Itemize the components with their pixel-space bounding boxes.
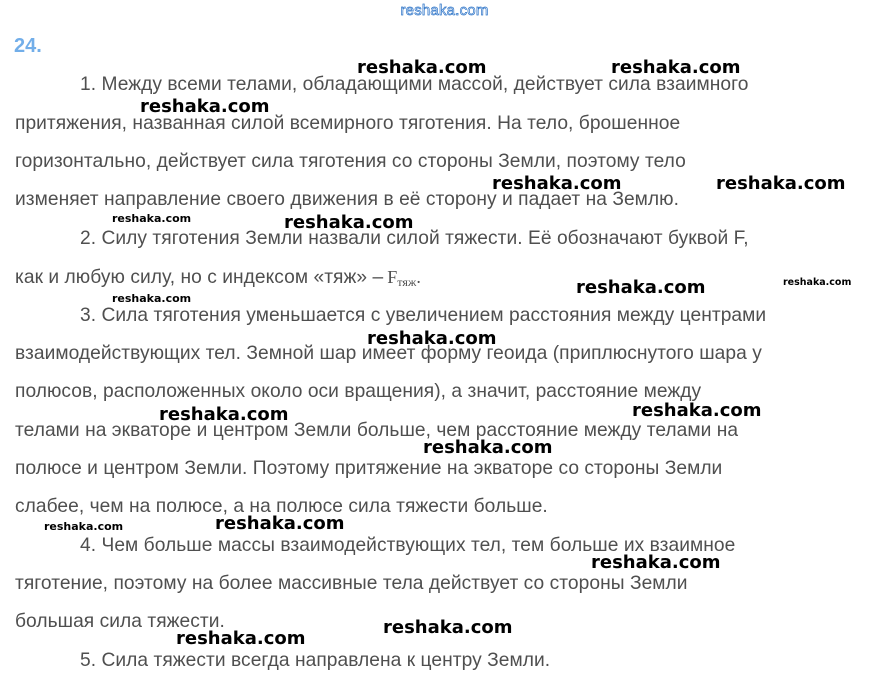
watermark: reshaka.com (176, 628, 306, 649)
paragraph-3-line-4: телами на экваторе и центром Земли больше, чем расстояние между телами на (15, 420, 739, 441)
paragraph-2-line-1: 2. Силу тяготения Земли назвали силой тяжести. Её обозначают буквой F, (80, 228, 749, 249)
watermark: reshaka.com (632, 400, 762, 421)
watermark: reshaka.com (783, 277, 852, 288)
watermark: reshaka.com (44, 520, 124, 533)
watermark: reshaka.com (159, 404, 289, 425)
watermark: reshaka.com (383, 617, 513, 638)
watermark: reshaka.com (284, 212, 414, 233)
paragraph-1-line-3: горизонтально, действует сила тяготения со стороны Земли, поэтому тело (15, 151, 686, 172)
watermark: reshaka.com (591, 552, 721, 573)
paragraph-1-line-2: притяжения, названная силой всемирного тяготения. На тело, брошенное (15, 113, 681, 134)
paragraph-3-line-1: 3. Сила тяготения уменьшается с увеличением расстояния между центрами (80, 305, 767, 326)
formula-subscript: тяж (397, 275, 417, 289)
paragraph-2-line-2 (15, 265, 421, 290)
gravity-force-formula (387, 267, 421, 287)
formula-symbol: F (387, 267, 398, 287)
watermark: reshaka.com (357, 57, 487, 78)
paragraph-4-line-3: большая сила тяжести. (15, 611, 225, 632)
paragraph-3-line-2: взаимодействующих тел. Земной шар имеет форму геоида (приплюснутого шара у (15, 343, 762, 364)
problem-number: 24. (14, 35, 42, 57)
watermark: reshaka.com (215, 513, 345, 534)
paragraph-4-line-1: 4. Чем больше массы взаимодействующих тел, тем больше их взаимное (80, 535, 736, 556)
watermark: reshaka.com (716, 173, 846, 194)
paragraph-2-line-2-text: как и любую силу, но с индексом «тяж» – (15, 267, 384, 288)
watermark: reshaka.com (140, 96, 270, 117)
formula-trailing: . (416, 267, 421, 287)
watermark: reshaka.com (576, 277, 706, 298)
watermark: reshaka.com (112, 292, 192, 305)
watermark: reshaka.com (112, 212, 192, 225)
watermark: reshaka.com (611, 57, 741, 78)
paragraph-5-line-1: 5. Сила тяжести всегда направлена к центру Земли. (80, 650, 551, 671)
site-header-watermark[interactable]: reshaka.com (400, 2, 489, 19)
paragraph-1-line-1: 1. Между всеми телами, обладающими массой, действует сила взаимного (80, 74, 749, 95)
watermark: reshaka.com (367, 328, 497, 349)
paragraph-3-line-6: слабее, чем на полюсе, а на полюсе сила тяжести больше. (15, 496, 548, 517)
paragraph-3-line-5: полюсе и центром Земли. Поэтому притяжение на экваторе со стороны Земли (15, 458, 723, 479)
watermark: reshaka.com (423, 437, 553, 458)
paragraph-3-line-3: полюсов, расположенных около оси вращения), а значит, расстояние между (15, 381, 702, 402)
paragraph-1-line-4: изменяет направление своего движения в её сторону и падает на Землю. (15, 189, 679, 210)
paragraph-4-line-2: тяготение, поэтому на более массивные тела действует со стороны Земли (15, 573, 688, 594)
watermark: reshaka.com (492, 173, 622, 194)
